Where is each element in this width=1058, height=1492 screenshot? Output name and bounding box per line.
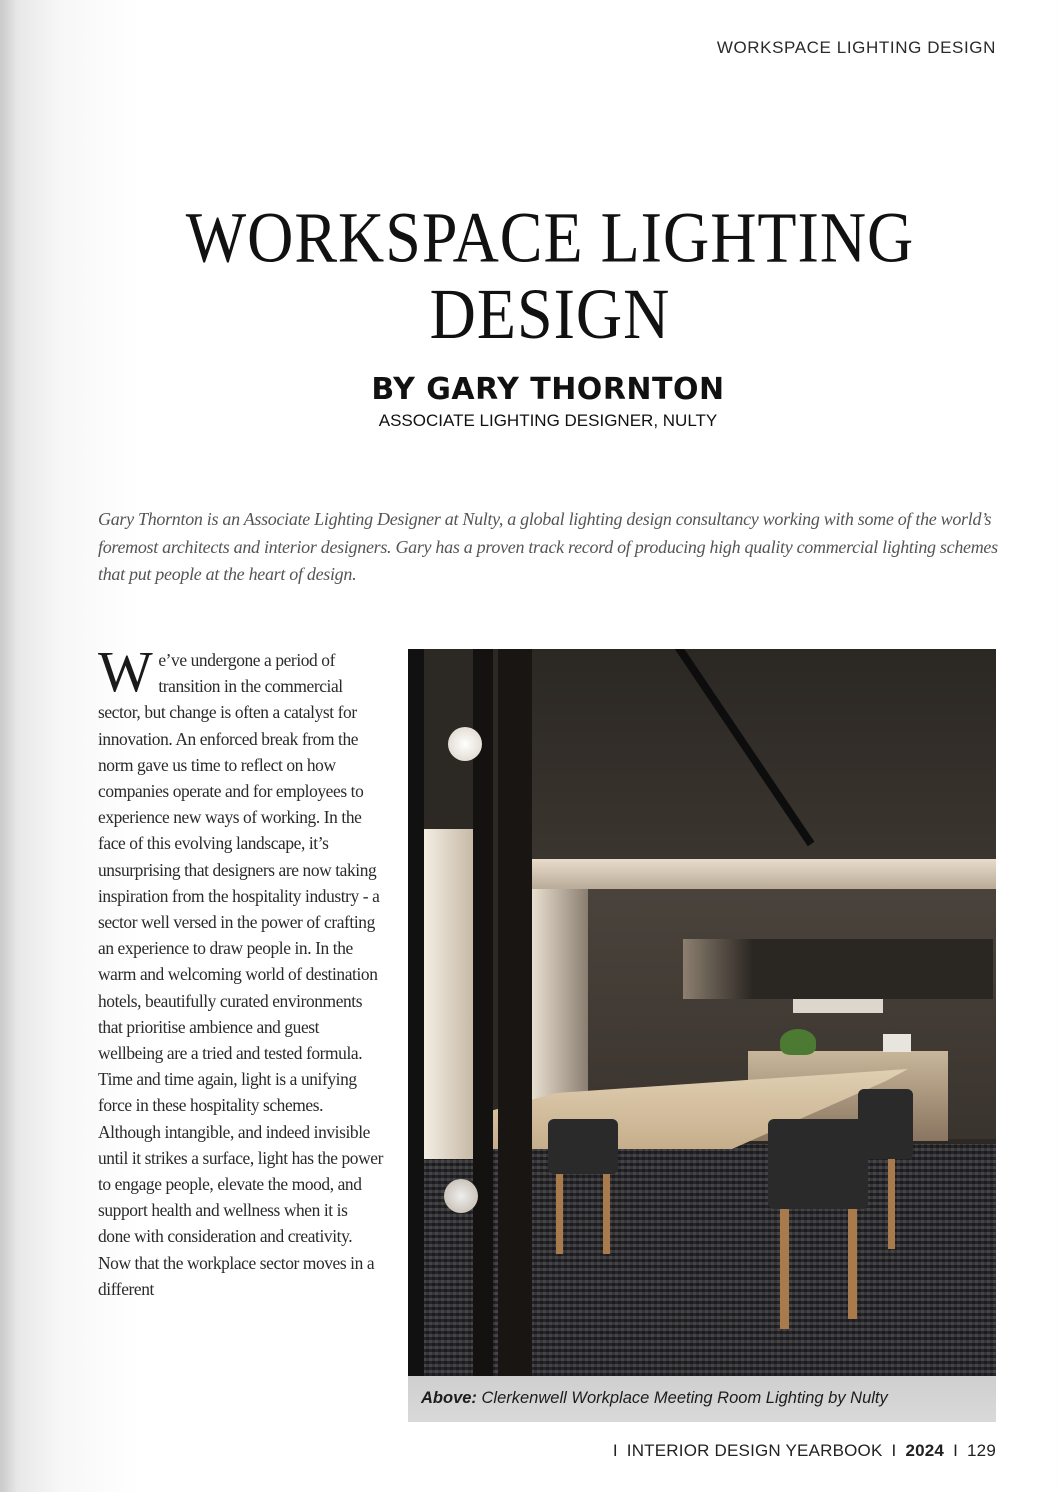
footer-separator: I (953, 1441, 959, 1460)
photo-chair (768, 1119, 868, 1209)
body-text: e’ve undergone a period of transition in the commercial sector, but change is often a catalyst for innovation. An enforced break from the norm gave us time to reflect on how companies operate and for employees to experience new ways of working. In the face of this evolving landscape, it’s unsurprising that designers are now taking inspiration from the hospitality industry - a sector well versed in the power of crafting an experience to draw people in. In the warm and welcoming world of destination hotels, beautifully curated environments that prioritise ambience and guest wellbeing are a tried and tested formula. Time and time again, light is a unifying force in these hospitality schemes. Although intangible, and indeed invisible until it strikes a surface, light has the power to engage people, elevate the mood, and support health and wellness when it is done with consideration and creativity. Now that the workplace sector moves in a different (98, 650, 383, 1299)
footer-separator: I (612, 1441, 618, 1460)
meeting-room-photo (408, 649, 996, 1376)
photo-chair (858, 1089, 913, 1159)
body-column (98, 639, 383, 1302)
title-line-2: DESIGN (429, 273, 671, 354)
publication-name: INTERIOR DESIGN YEARBOOK (626, 1441, 883, 1460)
page-number: 129 (967, 1441, 996, 1460)
photo-caption-bar (408, 1376, 996, 1422)
photo-caption (421, 1389, 888, 1408)
photo-door-handle (448, 727, 482, 761)
title-line-1: WORKSPACE LIGHTING (185, 197, 915, 278)
author-role: ASSOCIATE LIGHTING DESIGNER, NULTY (378, 411, 718, 430)
photo-frame (408, 649, 424, 1376)
photo-screen-glare (683, 939, 753, 999)
photo-glass-panel (424, 829, 474, 1159)
photo-chair-leg (848, 1209, 857, 1319)
photo-door-frame (498, 649, 532, 1376)
photo-soundbar (793, 999, 883, 1013)
photo-plant (780, 1029, 816, 1055)
article-title (0, 197, 1058, 354)
photo-carpet-texture (408, 1144, 996, 1376)
photo-chair (548, 1119, 618, 1174)
photo-chair-leg (888, 1159, 895, 1249)
photo-door-handle (444, 1179, 478, 1213)
photo-device (883, 1034, 911, 1052)
photo-ceiling (528, 649, 996, 874)
drop-cap: W (98, 639, 153, 704)
intro-paragraph: Gary Thornton is an Associate Lighting Designer at Nulty, a global lighting design consultancy working with some of the world’s foremost architects and interior designers. Gary has a proven track record of producing high quality commercial lighting schemes that put people at the heart of design. (98, 509, 998, 584)
photo-door-frame (473, 649, 493, 1376)
byline: BY GARY THORNTON (371, 372, 725, 407)
caption-label: Above: (421, 1389, 477, 1407)
caption-text: Clerkenwell Workplace Meeting Room Lighting by Nulty (476, 1389, 888, 1407)
publication-year: 2024 (905, 1441, 945, 1460)
photo-chair-leg (603, 1174, 610, 1254)
photo-chair-leg (556, 1174, 563, 1254)
page-footer (604, 1441, 996, 1461)
footer-separator: I (891, 1441, 897, 1460)
photo-chair-leg (780, 1209, 789, 1329)
photo-cove-light (528, 859, 996, 889)
running-head: WORKSPACE LIGHTING DESIGN (716, 38, 996, 57)
